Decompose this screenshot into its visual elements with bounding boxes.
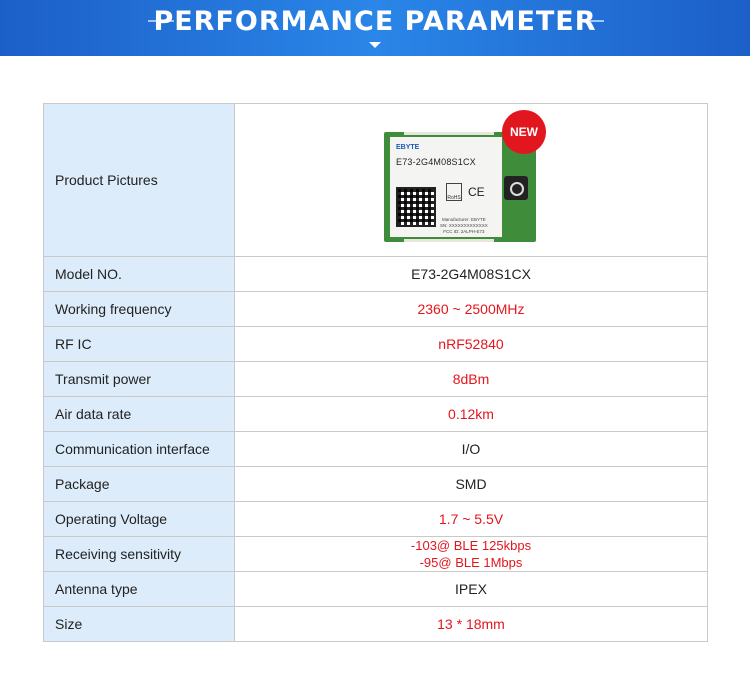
- row-value: nRF52840: [235, 327, 708, 362]
- table-row: [44, 397, 708, 432]
- rohs-mark: RoHS: [446, 183, 462, 201]
- row-label: Transmit power: [44, 362, 235, 397]
- table-row: [44, 607, 708, 642]
- row-label: Working frequency: [44, 292, 235, 327]
- row-label: Operating Voltage: [44, 502, 235, 537]
- row-label: Model NO.: [44, 257, 235, 292]
- table-row: [44, 572, 708, 607]
- row-label: Package: [44, 467, 235, 502]
- row-label: RF IC: [44, 327, 235, 362]
- table-row: [44, 327, 708, 362]
- pad-strip: [404, 239, 494, 242]
- row-label: Product Pictures: [44, 104, 235, 257]
- row-value: 1.7 ~ 5.5V: [235, 502, 708, 537]
- table-row: [44, 432, 708, 467]
- module-shield: [390, 137, 502, 237]
- row-value: IPEX: [235, 572, 708, 607]
- module-model-print: E73-2G4M08S1CX: [396, 157, 476, 167]
- table-row: [44, 362, 708, 397]
- row-value: 8dBm: [235, 362, 708, 397]
- header-banner: [0, 0, 750, 56]
- table-row: [44, 104, 708, 257]
- row-label: Receiving sensitivity: [44, 537, 235, 572]
- pad-strip: [404, 132, 494, 135]
- row-value: SMD: [235, 467, 708, 502]
- row-label: Communication interface: [44, 432, 235, 467]
- table-row: [44, 537, 708, 572]
- row-label: Size: [44, 607, 235, 642]
- table-row: [44, 257, 708, 292]
- product-picture: [376, 110, 566, 250]
- table-row: [44, 467, 708, 502]
- spec-table: [43, 103, 708, 642]
- brand-logo: EBYTE: [396, 144, 420, 151]
- row-value: 0.12km: [235, 397, 708, 432]
- ipex-connector-icon: [504, 176, 528, 200]
- qr-code-icon: [396, 187, 436, 227]
- row-value-line: -95@ BLE 1Mbps: [419, 555, 523, 570]
- row-value-line: -103@ BLE 125kbps: [410, 538, 532, 553]
- row-label: Antenna type: [44, 572, 235, 607]
- row-value: I/O: [235, 432, 708, 467]
- table-row: [44, 292, 708, 327]
- product-picture-cell: [235, 104, 708, 257]
- row-label: Air data rate: [44, 397, 235, 432]
- chevron-down-icon: [369, 42, 381, 48]
- row-value: 13 * 18mm: [235, 607, 708, 642]
- table-row: [44, 502, 708, 537]
- row-value: E73-2G4M08S1CX: [235, 257, 708, 292]
- row-value: [235, 537, 708, 572]
- ce-mark: CE: [468, 185, 485, 199]
- new-badge: NEW: [502, 110, 546, 154]
- page-title: PERFORMANCE PARAMETER: [153, 6, 597, 37]
- module-fine-print: Manufacturer: EBYTE SN: XXXXXXXXXXXXX FCC ID: 2ALPH-E73: [440, 217, 488, 234]
- row-value: 2360 ~ 2500MHz: [235, 292, 708, 327]
